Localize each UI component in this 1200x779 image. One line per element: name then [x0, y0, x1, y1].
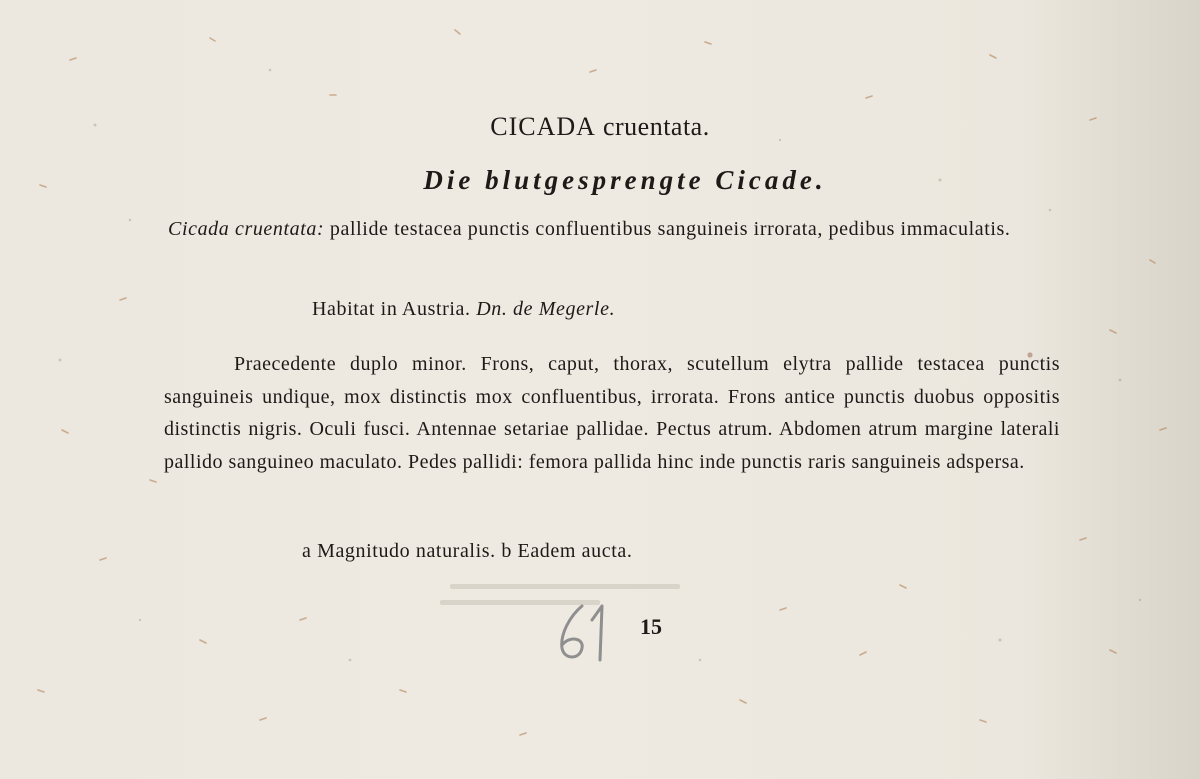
habitat-line — [312, 298, 615, 321]
figure-legend: a Magnitudo naturalis. b Eadem aucta. — [302, 540, 633, 562]
diagnosis-text: pallide testacea punctis confluentibus sanguineis irrorata, pedibus immaculatis. — [329, 218, 1011, 240]
species-title — [0, 112, 1200, 142]
pencil-annotation-text: 61 — [552, 600, 553, 601]
diagnosis-name: Cicada cruentata: — [168, 218, 325, 240]
german-common-name: Die blutgesprengte Cicade. — [423, 165, 827, 195]
page-number: 15 — [640, 614, 662, 639]
habitat-text: Habitat in Austria. — [312, 298, 471, 320]
pencil-annotation — [552, 600, 610, 666]
species-diagnosis — [168, 214, 1130, 244]
species-name: cruentata. — [602, 112, 710, 141]
species-description: Praecedente duplo minor. Frons, caput, thorax, scutellum elytra pallide testacea punctis sanguineis undique, mox distinctis mox confluentibus, irrorata. Frons antice punctis duobus oppositis distinctis nigris. Oculi fusci. Antennae setariae pallidae. Pectus atrum. Abdomen atrum margine laterali pallido sanguineo maculato. Pedes pallidi: femora pallida hinc inde punctis raris sanguineis adspersa. — [164, 353, 1060, 473]
genus-name: CICADA — [490, 112, 596, 141]
collector-name: Dn. de Megerle. — [476, 298, 616, 320]
